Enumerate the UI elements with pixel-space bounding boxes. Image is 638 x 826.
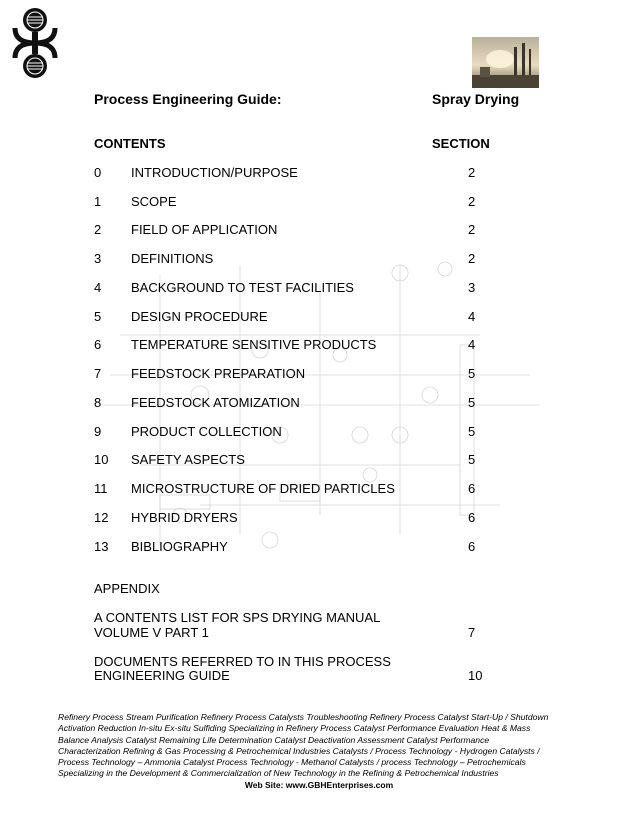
footer-line: Activation Reduction In-situ Ex-situ Sulfiding Specializing in Refinery Process Catalyst Performance Evaluation Heat & Mass (58, 723, 531, 734)
appendix-item-a-section: 7 (468, 625, 476, 640)
toc-row: 13 BIBLIOGRAPHY 6 (94, 539, 476, 554)
toc-row: 7 FEEDSTOCK PREPARATION 5 (94, 366, 476, 381)
toc-row: 0 INTRODUCTION/PURPOSE 2 (94, 165, 476, 180)
appendix-item-b-section: 10 (468, 668, 483, 683)
footer-line: Balance Analysis Catalyst Remaining Life Determination Catalyst Deactivation Assessment Catalyst Performance (58, 734, 490, 745)
toc-row: 5 DESIGN PROCEDURE 4 (94, 309, 476, 324)
toc-row: 10 SAFETY ASPECTS 5 (94, 452, 476, 467)
footer-line: Process Technology – Ammonia Catalyst Process Technology - Methanol Catalysts / process Technology – Petrochemicals (58, 757, 526, 768)
toc-row: 6 TEMPERATURE SENSITIVE PRODUCTS 4 (94, 337, 476, 352)
toc-row: 11 MICROSTRUCTURE OF DRIED PARTICLES 6 (94, 481, 476, 496)
appendix-item-a-line2: VOLUME V PART 1 (94, 625, 209, 640)
toc-row: 12 HYBRID DRYERS 6 (94, 510, 476, 525)
refinery-photo (472, 37, 539, 88)
footer-line: Refinery Process Stream Purification Refinery Process Catalysts Troubleshooting Refinery Process Catalyst Start-Up / Shutdown (58, 712, 549, 722)
toc-row: 8 FEEDSTOCK ATOMIZATION 5 (94, 395, 476, 410)
footer-line: Specializing in the Development & Commercialization of New Technology in the Refining & Petrochemical Industries (58, 768, 499, 779)
appendix-item-a-line1: A CONTENTS LIST FOR SPS DRYING MANUAL (94, 610, 381, 625)
contents-heading: CONTENTS (94, 136, 166, 151)
toc-row: 3 DEFINITIONS 2 (94, 251, 476, 266)
guide-title: Process Engineering Guide: (94, 91, 282, 107)
website-link[interactable]: Web Site: www.GBHEnterprises.com (244, 780, 394, 790)
footer-services-text (58, 712, 558, 780)
guide-subject: Spray Drying (432, 91, 520, 107)
footer-line: Characterization Refining & Gas Processing & Petrochemical Industries Catalysts / Process Technology - Hydrogen Catalysts / (58, 745, 540, 756)
appendix-item-b-line1: DOCUMENTS REFERRED TO IN THIS PROCESS (94, 654, 391, 669)
appendix-heading: APPENDIX (94, 581, 160, 596)
toc-row: 9 PRODUCT COLLECTION 5 (94, 424, 476, 439)
appendix-item-b-line2: ENGINEERING GUIDE (94, 668, 230, 683)
company-logo (12, 6, 58, 80)
section-heading: SECTION (432, 136, 490, 151)
toc-row: 4 BACKGROUND TO TEST FACILITIES 3 (94, 280, 476, 295)
toc-row: 1 SCOPE 2 (94, 194, 476, 209)
toc-row: 2 FIELD OF APPLICATION 2 (94, 222, 476, 237)
